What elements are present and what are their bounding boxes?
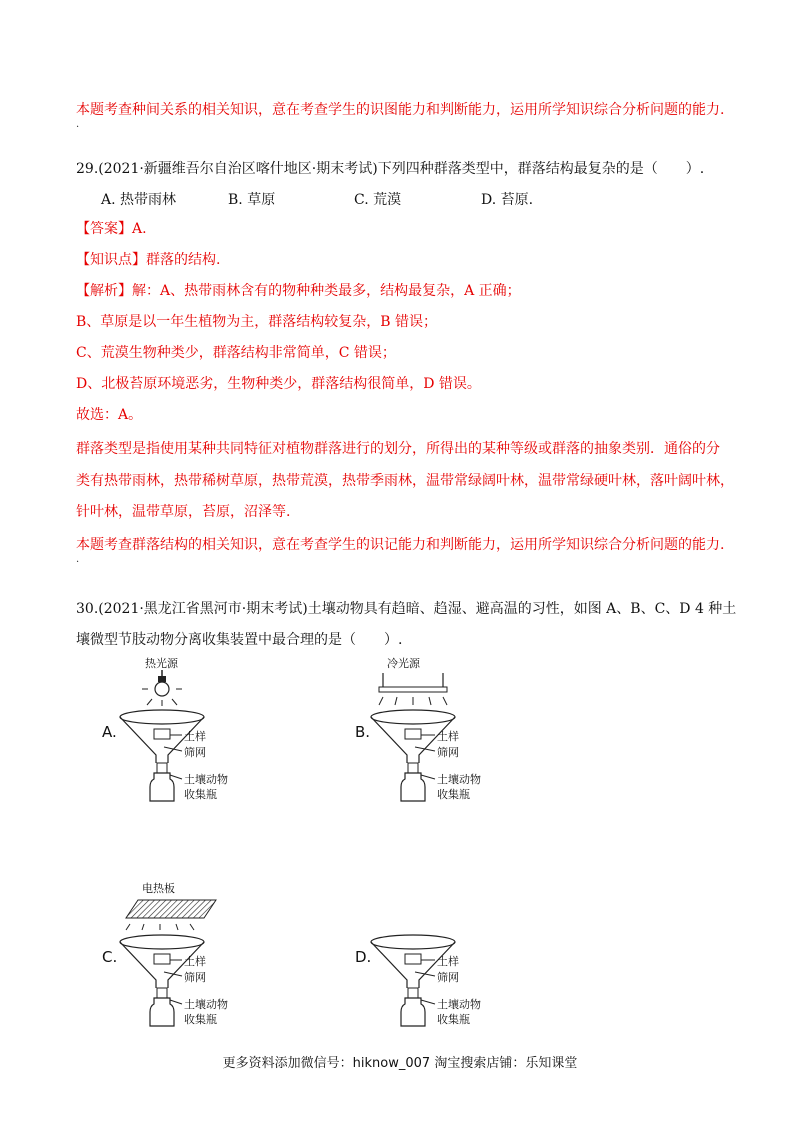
analysis-line: C、荒漠生物种类少，群落结构非常简单，C 错误； xyxy=(76,345,396,361)
soil-sample-label: 土样 xyxy=(184,955,206,968)
collecting-bottle-label: 收集瓶 xyxy=(184,1013,217,1026)
cold-lamp-funnel-diagram xyxy=(365,655,505,805)
figure-a-apparatus xyxy=(112,655,252,805)
analysis-first-line: 解：A、热带雨林含有的物种种类最多，结构最复杂，A 正确； xyxy=(132,283,521,299)
analysis-line: 故选：A。 xyxy=(76,407,143,423)
soil-sample-label: 土样 xyxy=(437,730,459,743)
soil-animal-label: 土壤动物 xyxy=(437,773,481,786)
page-footer: 更多资料添加微信号：hiknow_007 淘宝搜索店铺：乐知课堂 xyxy=(222,1056,578,1071)
figure-b-label: B. xyxy=(355,723,371,741)
collecting-bottle-label: 收集瓶 xyxy=(184,788,217,801)
sieve-label: 筛网 xyxy=(437,746,459,759)
figure-d-label: D. xyxy=(355,948,372,966)
q29-analysis xyxy=(76,282,521,300)
collecting-bottle-label: 收集瓶 xyxy=(437,1013,470,1026)
q30-stem-line1: 30.(2021·黑龙江省黑河市·期末考试)土壤动物具有趋暗、趋湿、避高温的习性，如图 A、B、C、D 4 种土 xyxy=(76,601,737,617)
analysis-tag: 【解析】 xyxy=(76,283,132,299)
heating-plate-funnel-diagram xyxy=(112,880,252,1030)
answer-tag: 【答案】 xyxy=(76,221,132,237)
soil-sample-label: 土样 xyxy=(437,955,459,968)
plain-funnel-diagram xyxy=(365,880,505,1030)
figure-b-apparatus xyxy=(365,655,505,805)
q29-option-d: D. 苔原. xyxy=(481,192,534,208)
figure-c-label: C. xyxy=(102,948,118,966)
paragraph-mark: · xyxy=(76,557,80,568)
q29-option-c: C. 荒漠 xyxy=(354,192,402,208)
q29-option-b: B. 草原 xyxy=(228,192,276,208)
explain-line: 群落类型是指使用某种共同特征对植物群落进行的划分，所得出的某种等级或群落的抽象类别．通俗的分 xyxy=(76,441,720,457)
sieve-label: 筛网 xyxy=(184,971,206,984)
q29-stem: 29.(2021·新疆维吾尔自治区喀什地区·期末考试)下列四种群落类型中，群落结构最复杂的是（ ）. xyxy=(76,161,705,177)
explain-line: 类有热带雨林，热带稀树草原，热带荒漠，热带季雨林，温带常绿阔叶林，温带常绿硬叶林，落叶阔叶林， xyxy=(76,473,734,489)
q29-option-a: A. 热带雨林 xyxy=(101,192,177,208)
figure-d-apparatus xyxy=(365,880,505,1030)
explain-line: 本题考查群落结构的相关知识，意在考查学生的识记能力和判断能力，运用所学知识综合分析问题的能力. xyxy=(76,537,725,553)
knowledge-tag: 【知识点】 xyxy=(76,252,146,268)
soil-animal-label: 土壤动物 xyxy=(184,773,228,786)
soil-animal-label: 土壤动物 xyxy=(437,998,481,1011)
paragraph-mark: · xyxy=(76,122,80,133)
q30-stem-line2: 壤微型节肢动物分离收集装置中最合理的是（ ）. xyxy=(76,632,403,648)
electric-heating-plate-label: 电热板 xyxy=(142,882,175,895)
q29-knowledge xyxy=(76,251,220,269)
figure-a-label: A. xyxy=(102,723,117,741)
explain-line: 针叶林，温带草原，苔原，沼泽等. xyxy=(76,504,291,520)
answer-value: A. xyxy=(132,221,147,237)
soil-animal-label: 土壤动物 xyxy=(184,998,228,1011)
heat-light-source-label: 热光源 xyxy=(145,657,178,670)
figure-c-apparatus xyxy=(112,880,252,1030)
sieve-label: 筛网 xyxy=(437,971,459,984)
q28-summary: 本题考查种间关系的相关知识，意在考查学生的识图能力和判断能力，运用所学知识综合分析问题的能力. xyxy=(76,102,725,118)
knowledge-value: 群落的结构. xyxy=(146,252,221,268)
sieve-label: 筛网 xyxy=(184,746,206,759)
q29-answer xyxy=(76,220,147,238)
heat-lamp-funnel-diagram xyxy=(112,655,252,805)
cold-light-source-label: 冷光源 xyxy=(387,657,420,670)
soil-sample-label: 土样 xyxy=(184,730,206,743)
analysis-line: D、北极苔原环境恶劣，生物种类少，群落结构很简单，D 错误。 xyxy=(76,376,481,392)
analysis-line: B、草原是以一年生植物为主，群落结构较复杂，B 错误； xyxy=(76,314,438,330)
collecting-bottle-label: 收集瓶 xyxy=(437,788,470,801)
